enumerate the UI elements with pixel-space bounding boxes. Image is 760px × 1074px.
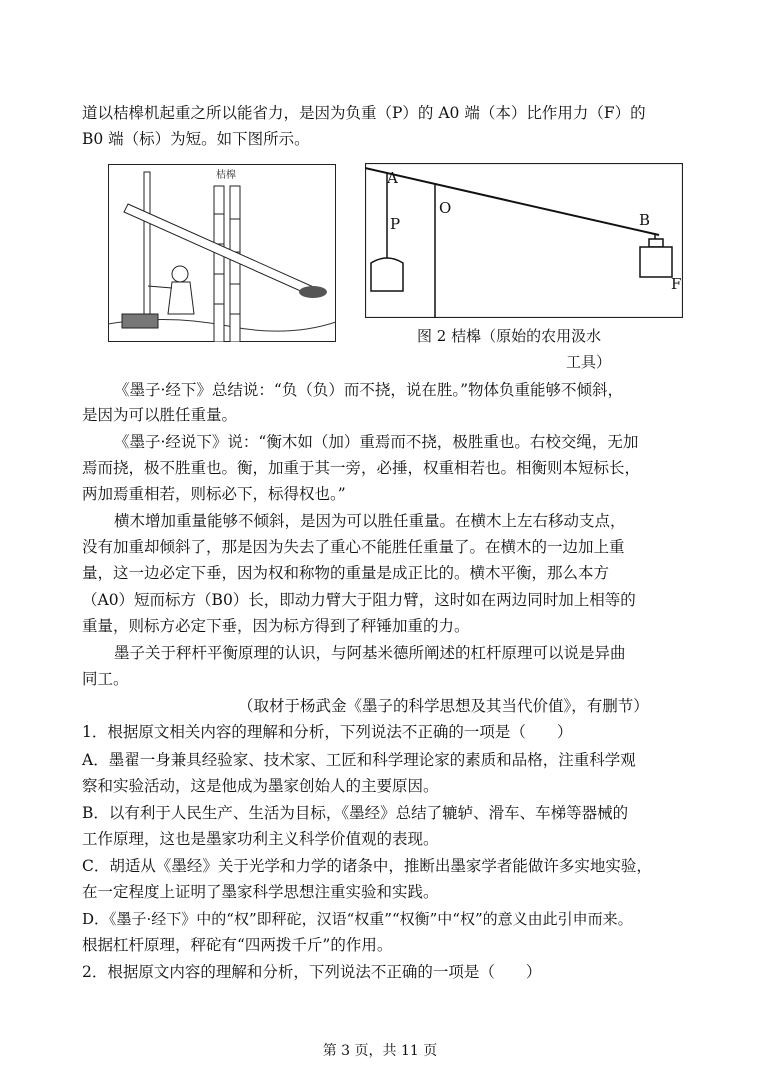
body-line-9: （A0）短而标方（B0）长，即动力臂大于阻力臂，这时如在两边同时加上相等的 [82, 591, 636, 609]
body-line-11: 墨子关于秤杆平衡原理的认识，与阿基米德所阐述的杠杆原理可以说是异曲 [114, 644, 626, 662]
body-line-7: 没有加重却倾斜了，那是因为失去了重心不能胜任重量了。在横木的一边加上重 [82, 538, 625, 556]
jiegao-illustration [108, 164, 336, 342]
option-b-line-2: 工作原理，这也是墨家功利主义科学价值观的表现。 [82, 830, 439, 848]
option-a-line-1: A．墨翟一身兼具经验家、技术家、工匠和科学理论家的素质和品格，注重科学观 [82, 751, 636, 769]
body-line-5: 两加焉重相若，则标必下，标得权也。” [82, 485, 346, 503]
body-line-8: 量，这一边必定下垂，因为权和称物的重量是成正比的。横木平衡，那么本方 [82, 564, 610, 582]
figure-left-label: 桔槔 [216, 170, 236, 181]
option-c-line-2: 在一定程度上证明了墨家科学思想注重实验和实践。 [82, 883, 439, 901]
jiegao-diagram [365, 163, 683, 318]
body-line-10: 重量，则标方必定下垂，因为标方得到了秤锤加重的力。 [82, 617, 470, 635]
figure-caption-line-1: 图 2 桔槔（原始的农用汲水 [417, 327, 602, 345]
label-o: O [439, 199, 452, 217]
option-d-line-2: 根据杠杆原理，秤砣有“四两拨千斤”的作用。 [82, 936, 393, 954]
intro-line-2: B0 端（标）为短。如下图所示。 [82, 130, 310, 148]
body-line-2: 是因为可以胜任重量。 [82, 406, 238, 424]
option-a-line-2: 察和实验活动，这是他成为墨家创始人的主要原因。 [82, 777, 439, 795]
label-f: F [671, 275, 682, 293]
intro-line-1: 道以桔槔机起重之所以能省力，是因为负重（P）的 A0 端（本）比作用力（F）的 [82, 104, 646, 122]
body-line-1: 《墨子·经下》总结说：“负（负）而不挠，说在胜。”物体负重能够不倾斜， [114, 381, 624, 399]
label-a: A [387, 169, 398, 187]
body-line-6: 横木增加重量能够不倾斜，是因为可以胜任重量。在横木上左右移动支点， [114, 512, 626, 530]
body-line-12: 同工。 [82, 670, 129, 688]
body-line-3: 《墨子·经说下》说：“衡木如（加）重焉而不挠，极胜重也。右校交绳，无加 [114, 433, 639, 451]
source-citation: （取材于杨武金《墨子的科学思想及其当代价值》，有删节） [238, 697, 649, 715]
label-p: P [390, 215, 401, 233]
option-b-line-1: B．以有利于人民生产、生活为目标，《墨经》总结了辘轳、滑车、车梯等器械的 [82, 804, 629, 822]
body-line-4: 焉而挠，极不胜重也。衡，加重于其一旁，必捶，权重相若也。相衡则本短标长， [82, 459, 641, 477]
label-b: B [639, 211, 651, 229]
option-c-line-1: C．胡适从《墨经》关于光学和力学的诸条中，推断出墨家学者能做许多实地实验， [82, 857, 652, 875]
question-2: 2．根据原文内容的理解和分析，下列说法不正确的一项是（ ） [82, 963, 542, 981]
option-d-line-1: D．《墨子·经下》中的“权”即秤砣，汉语“权重”“权衡”中“权”的意义由此引申而来。 [82, 910, 633, 928]
page-footer: 第 3 页，共 11 页 [322, 1043, 438, 1059]
question-1: 1．根据原文相关内容的理解和分析，下列说法不正确的一项是（ ） [82, 723, 573, 741]
figure-caption-line-2: 工具） [566, 353, 612, 371]
